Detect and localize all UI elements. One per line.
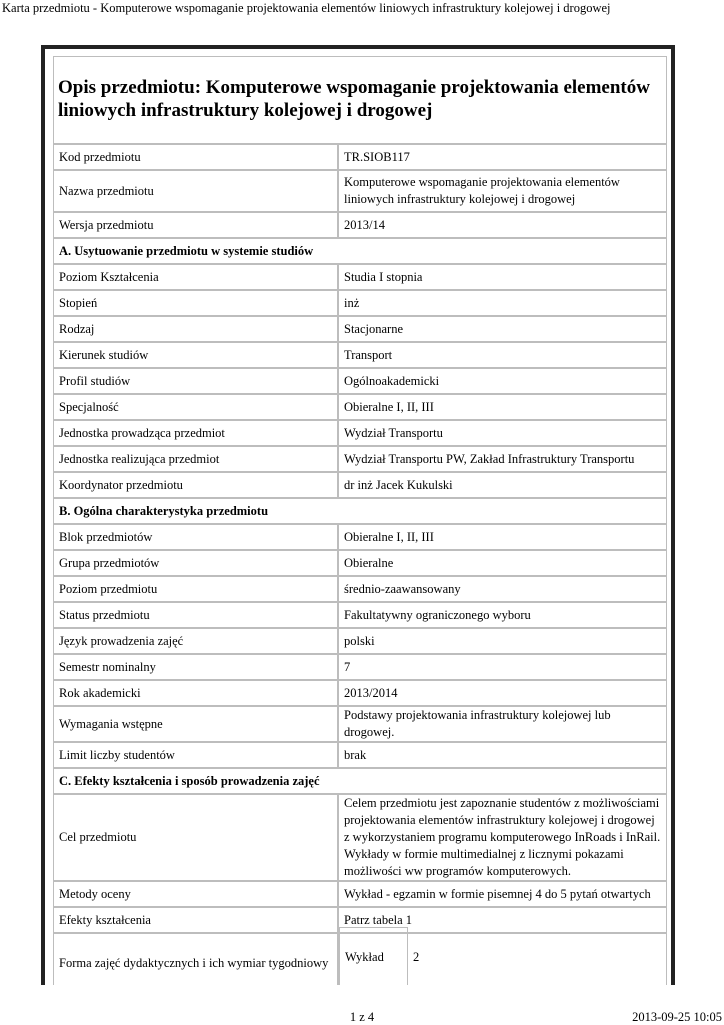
row-label: Koordynator przedmiotu	[53, 472, 338, 498]
row-label: Jednostka realizująca przedmiot	[53, 446, 338, 472]
table-row	[53, 881, 667, 907]
course-table	[53, 144, 667, 985]
row-label: Rok akademicki	[53, 680, 338, 706]
row-value: Obieralne	[338, 550, 667, 576]
table-row	[53, 342, 667, 368]
table-row	[53, 576, 667, 602]
row-value: TR.SIOB117	[338, 144, 667, 170]
row-value: Fakultatywny ograniczonego wyboru	[338, 602, 667, 628]
section-header-row	[53, 238, 667, 264]
row-label: Nazwa przedmiotu	[53, 170, 338, 212]
class-hours: 2	[413, 949, 420, 964]
row-label: Blok przedmiotów	[53, 524, 338, 550]
table-row	[53, 524, 667, 550]
class-type: Wykład	[339, 927, 408, 985]
row-value: 7	[338, 654, 667, 680]
section-a-heading: A. Usytuowanie przedmiotu w systemie studiów	[53, 238, 667, 264]
table-row	[53, 602, 667, 628]
section-header-row	[53, 498, 667, 524]
class-form-table	[339, 927, 438, 985]
row-label: Grupa przedmiotów	[53, 550, 338, 576]
document-content	[53, 56, 667, 985]
table-row	[53, 933, 667, 985]
row-value: średnio-zaawansowany	[338, 576, 667, 602]
row-value: dr inż Jacek Kukulski	[338, 472, 667, 498]
row-value: Komputerowe wspomaganie projektowania elementów liniowych infrastruktury kolejowej i drogowej	[338, 170, 667, 212]
row-value: Obieralne I, II, III	[338, 524, 667, 550]
document-frame	[41, 45, 675, 985]
table-row	[53, 794, 667, 881]
row-label: Cel przedmiotu	[53, 794, 338, 881]
document-header: Karta przedmiotu - Komputerowe wspomaganie projektowania elementów liniowych infrastruktury kolejowej i drogowej	[2, 1, 611, 15]
table-row	[53, 742, 667, 768]
row-label: Efekty kształcenia	[53, 907, 338, 933]
section-b-heading: B. Ogólna charakterystyka przedmiotu	[53, 498, 667, 524]
table-row	[53, 550, 667, 576]
row-label: Profil studiów	[53, 368, 338, 394]
row-label: Wymagania wstępne	[53, 706, 338, 742]
page-title: Opis przedmiotu: Komputerowe wspomaganie projektowania elementów liniowych infrastruktury kolejowej i drogowej	[53, 56, 667, 144]
section-header-row	[53, 768, 667, 794]
table-row	[53, 170, 667, 212]
row-label: Forma zajęć dydaktycznych i ich wymiar tygodniowy	[53, 933, 338, 985]
row-value: Patrz tabela 1	[338, 907, 667, 933]
table-row	[53, 144, 667, 170]
table-row	[53, 680, 667, 706]
row-value: Podstawy projektowania infrastruktury kolejowej lub drogowej.	[338, 706, 667, 742]
row-value: Wydział Transportu PW, Zakład Infrastruktury Transportu	[338, 446, 667, 472]
table-row	[53, 316, 667, 342]
table-row	[53, 394, 667, 420]
row-value: Stacjonarne	[338, 316, 667, 342]
row-label: Limit liczby studentów	[53, 742, 338, 768]
row-value: inż	[338, 290, 667, 316]
row-label: Stopień	[53, 290, 338, 316]
row-label: Jednostka prowadząca przedmiot	[53, 420, 338, 446]
table-row	[53, 212, 667, 238]
table-row	[53, 290, 667, 316]
row-value: Celem przedmiotu jest zapoznanie studentów z możliwościami projektowania elementów infrastruktury kolejowej i drogowej z wykorzystaniem programu komputerowego InRoads i InRail. Wykłady w formie multimedialnej z licznymi pokazami możliwości ww programów komputerowych.	[338, 794, 667, 881]
row-label: Wersja przedmiotu	[53, 212, 338, 238]
table-row	[53, 472, 667, 498]
row-value: polski	[338, 628, 667, 654]
table-row	[53, 264, 667, 290]
row-value: Obieralne I, II, III	[338, 394, 667, 420]
table-row	[53, 654, 667, 680]
row-value: Studia I stopnia	[338, 264, 667, 290]
row-label: Poziom Kształcenia	[53, 264, 338, 290]
table-row	[53, 706, 667, 742]
row-value: Wydział Transportu	[338, 420, 667, 446]
row-value: Wykład - egzamin w formie pisemnej 4 do 5 pytań otwartych	[338, 881, 667, 907]
row-value: Ogólnoakademicki	[338, 368, 667, 394]
row-label: Kod przedmiotu	[53, 144, 338, 170]
row-label: Rodzaj	[53, 316, 338, 342]
section-c-heading: C. Efekty kształcenia i sposób prowadzenia zajęć	[53, 768, 667, 794]
row-label: Specjalność	[53, 394, 338, 420]
print-datetime: 2013-09-25 10:05	[632, 1010, 722, 1024]
row-value	[338, 933, 667, 985]
table-row	[53, 368, 667, 394]
row-label: Metody oceny	[53, 881, 338, 907]
row-value: Transport	[338, 342, 667, 368]
row-value: 2013/2014	[338, 680, 667, 706]
row-label: Język prowadzenia zajęć	[53, 628, 338, 654]
table-row	[53, 420, 667, 446]
table-row	[53, 446, 667, 472]
row-label: Poziom przedmiotu	[53, 576, 338, 602]
row-value: brak	[338, 742, 667, 768]
page-number: 1 z 4	[349, 1010, 375, 1024]
row-label: Status przedmiotu	[53, 602, 338, 628]
row-label: Kierunek studiów	[53, 342, 338, 368]
table-row	[53, 628, 667, 654]
row-label: Semestr nominalny	[53, 654, 338, 680]
row-value: 2013/14	[338, 212, 667, 238]
